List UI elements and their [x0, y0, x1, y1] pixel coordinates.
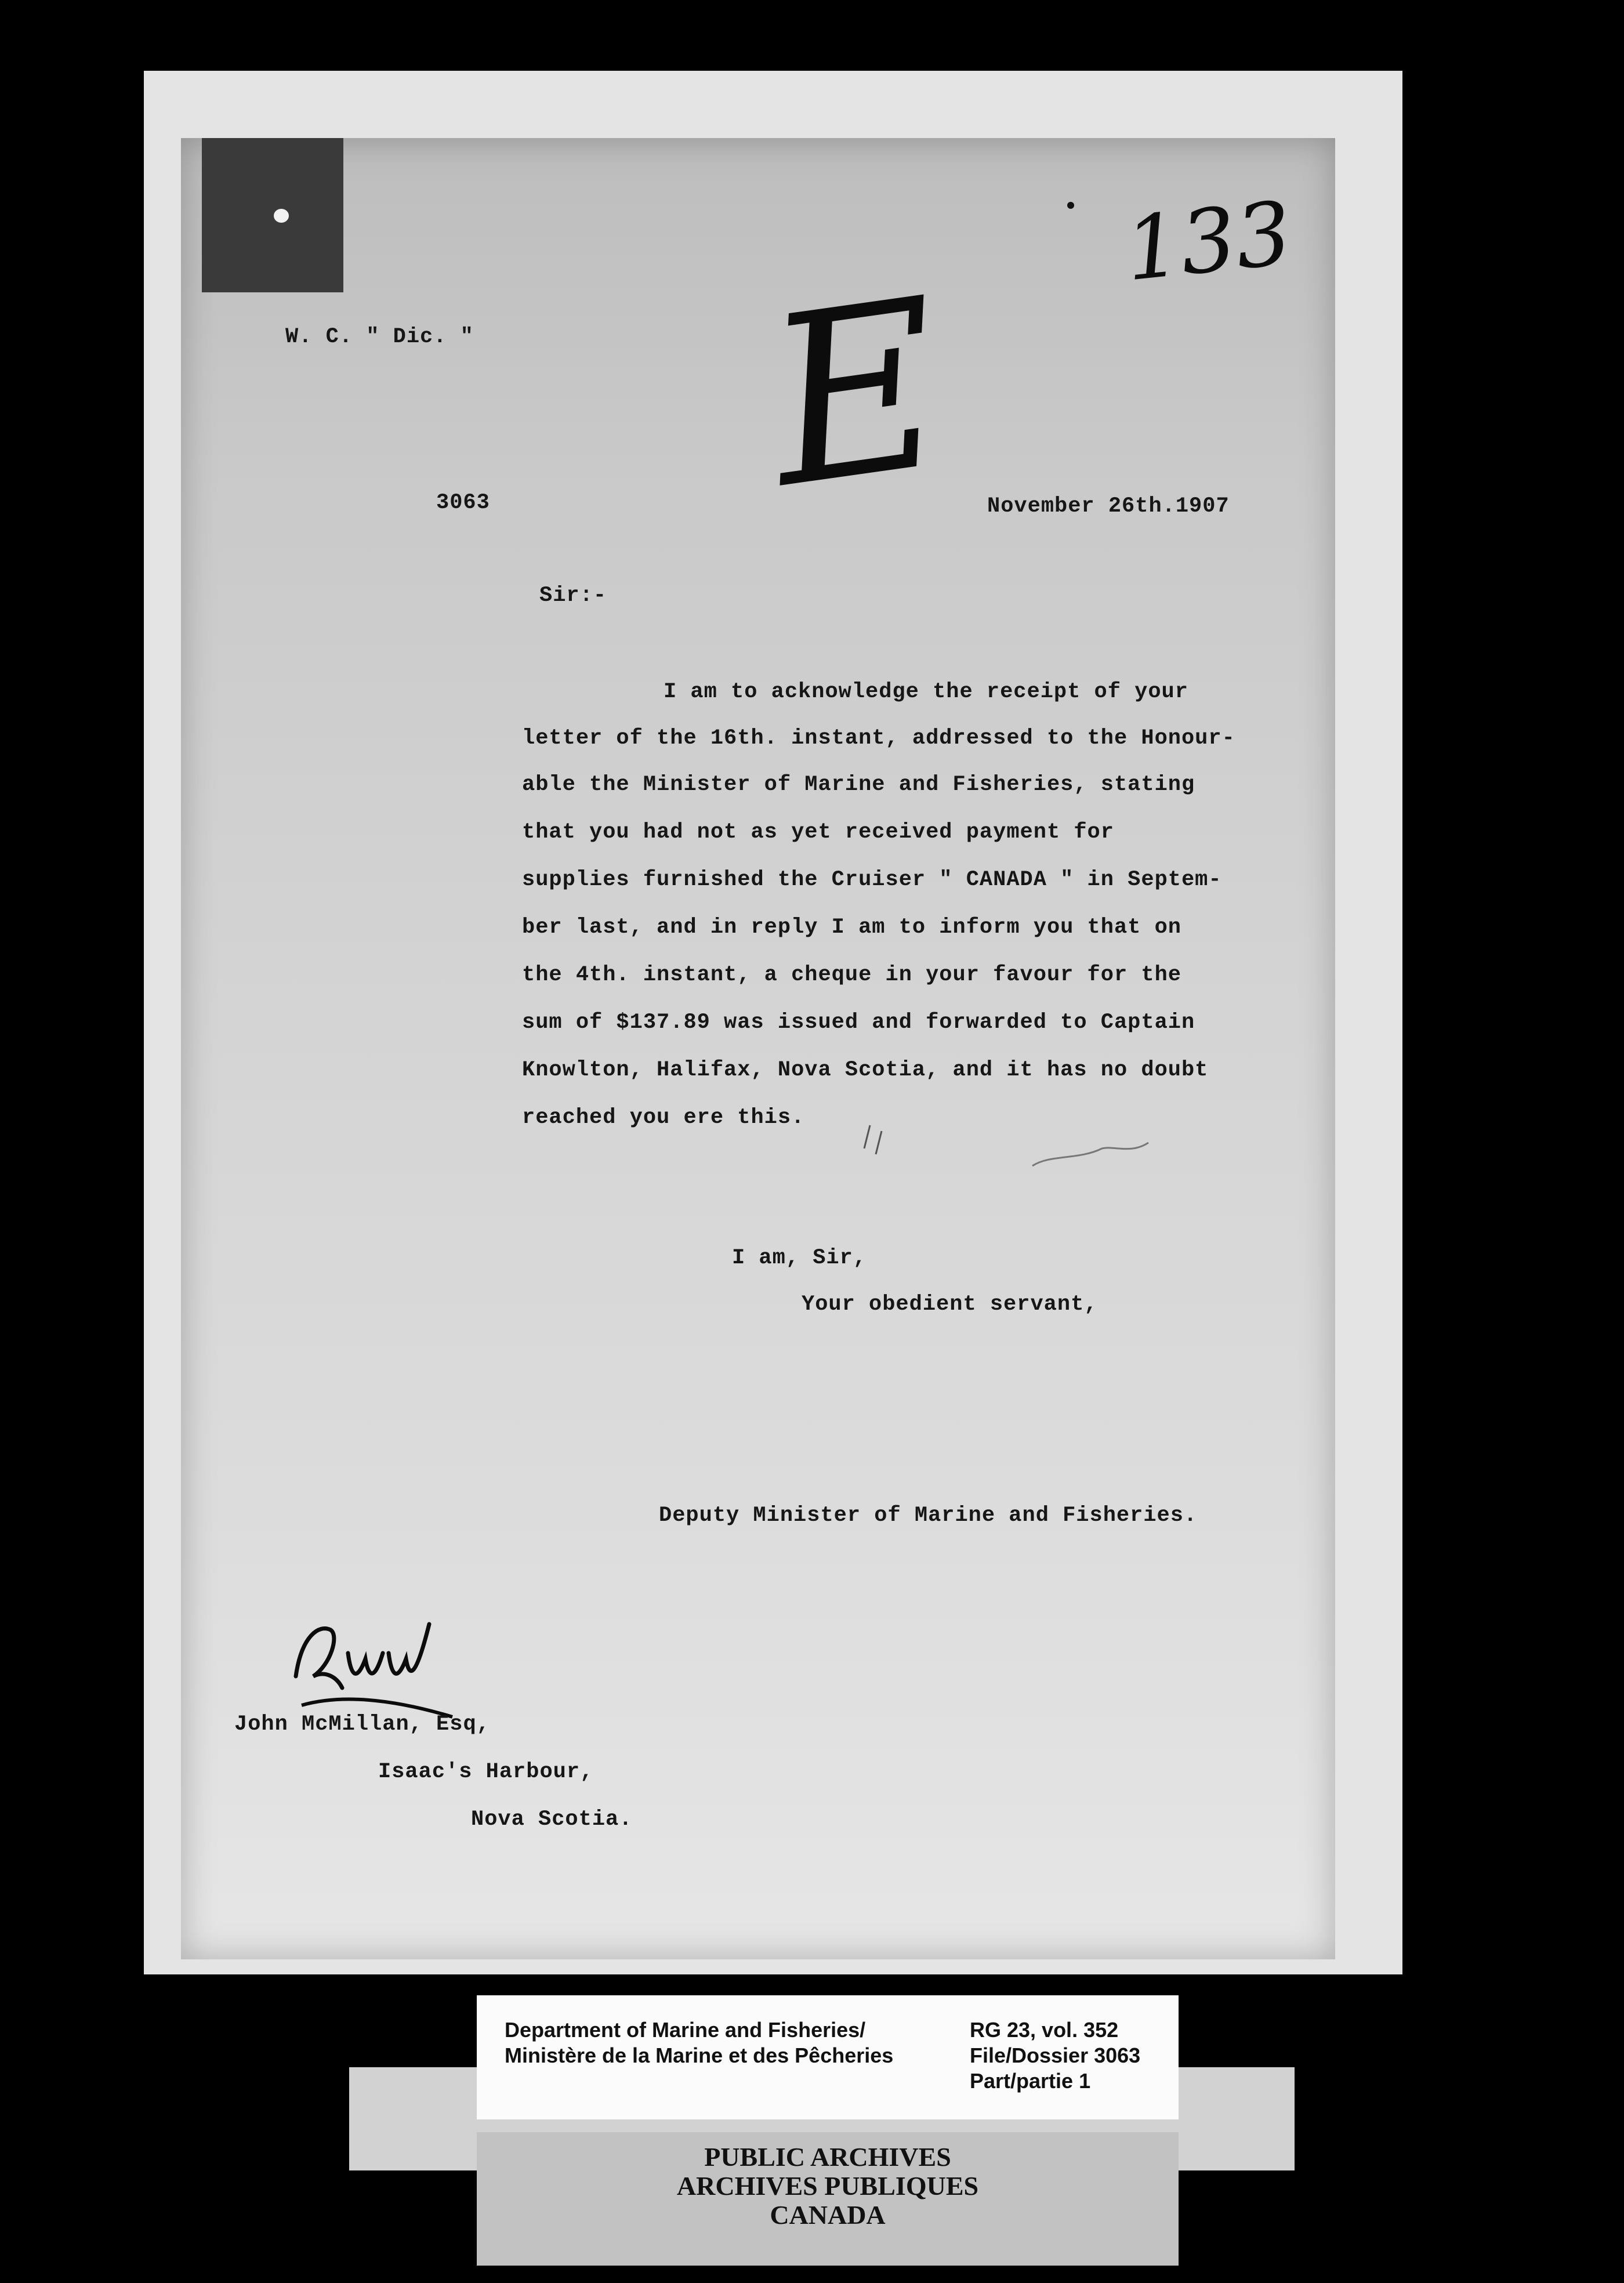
addressee-name: John McMillan, Esq, — [234, 1712, 490, 1737]
file-tab — [202, 138, 343, 292]
file-number: 3063 — [436, 491, 490, 515]
stamp-line: PUBLIC ARCHIVES — [704, 2142, 951, 2172]
label-department — [505, 2017, 893, 2068]
body-line: supplies furnished the Cruiser " CANADA " in Septem- — [522, 868, 1222, 892]
part-partie: Part/partie 1 — [970, 2069, 1091, 2093]
body-line: Knowlton, Halifax, Nova Scotia, and it has no doubt — [522, 1058, 1209, 1082]
body-line: letter of the 16th. instant, addressed to the Honour- — [522, 726, 1235, 751]
body-line: able the Minister of Marine and Fisheries, stating — [522, 773, 1195, 797]
letter-body — [522, 680, 1288, 1144]
body-line: the 4th. instant, a cheque in your favour for the — [522, 963, 1181, 987]
addressee-place: Isaac's Harbour, — [378, 1760, 594, 1784]
stamp-line: ARCHIVES PUBLIQUES — [676, 2171, 979, 2201]
dictation-reference: W. C. " Dic. " — [285, 325, 474, 349]
handwritten-page-number: 133 — [1120, 183, 1296, 301]
addressee-province: Nova Scotia. — [471, 1807, 633, 1832]
label-reference — [970, 2017, 1140, 2094]
body-line: ber last, and in reply I am to inform you that on — [522, 915, 1181, 940]
body-line: that you had not as yet received payment for — [522, 820, 1114, 845]
body-line: reached you ere this. — [522, 1106, 805, 1130]
archive-label — [477, 1995, 1179, 2119]
stamp-line: CANADA — [770, 2200, 886, 2230]
pencil-marks — [858, 1114, 1160, 1195]
salutation: Sir:- — [539, 584, 607, 608]
archive-stamp — [477, 2132, 1179, 2266]
body-line: I am to acknowledge the receipt of your — [664, 680, 1188, 704]
letter-date: November 26th.1907 — [987, 494, 1230, 519]
record-group: RG 23, vol. 352 — [970, 2018, 1119, 2042]
body-line: sum of $137.89 was issued and forwarded to Captain — [522, 1010, 1195, 1035]
department-en: Department of Marine and Fisheries/ — [505, 2018, 866, 2042]
file-dossier: File/Dossier 3063 — [970, 2043, 1141, 2067]
department-fr: Ministère de la Marine et des Pêcheries — [505, 2043, 894, 2067]
ink-dot — [1067, 202, 1074, 209]
signature-title: Deputy Minister of Marine and Fisheries. — [659, 1503, 1198, 1528]
punch-hole — [274, 209, 289, 223]
closing-line-1: I am, Sir, — [732, 1246, 867, 1270]
handwritten-mark: E — [753, 248, 959, 540]
closing-line-2: Your obedient servant, — [802, 1292, 1098, 1317]
